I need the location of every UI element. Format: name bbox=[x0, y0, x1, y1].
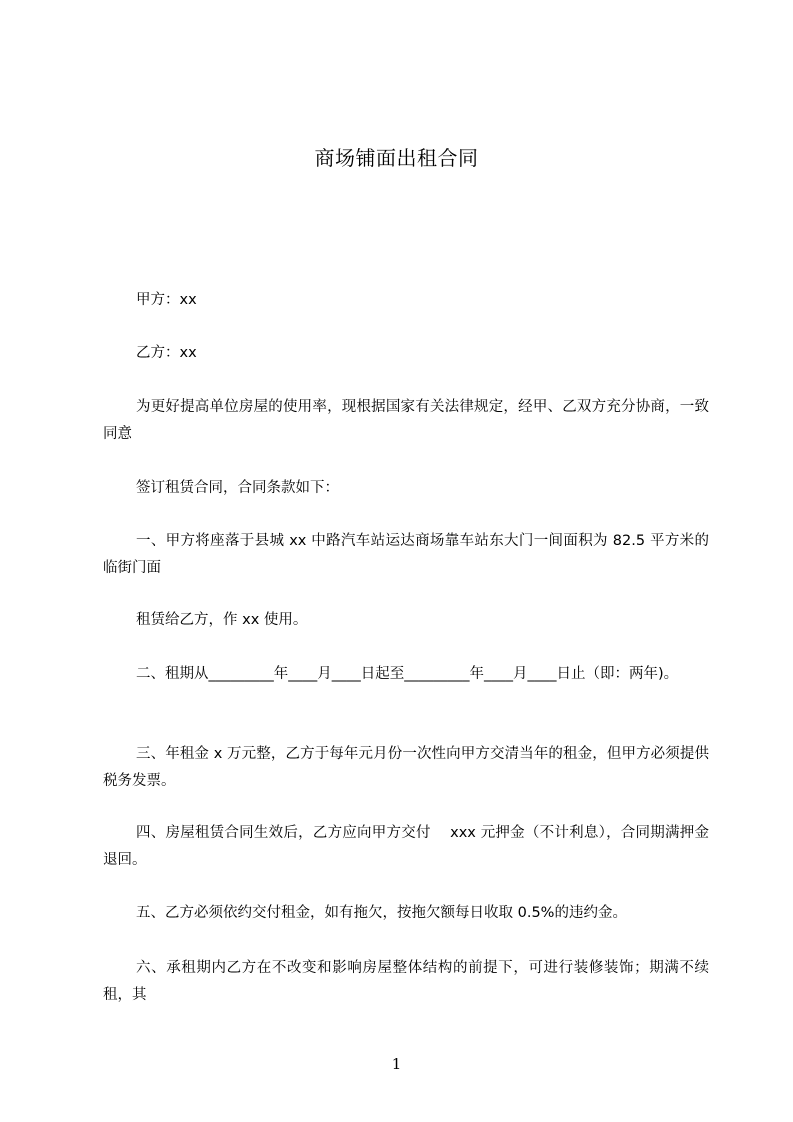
contract-intro-paragraph: 签订租赁合同，合同条款如下： bbox=[136, 480, 339, 496]
clause-1-continuation-paragraph: 租赁给乙方，作 xx 使用。 bbox=[136, 612, 308, 628]
clause-3-paragraph: 三、年租金 x 万元整，乙方于每年元月份一次性向甲方交清当年的租金，但甲方必须提供税务发票。 bbox=[103, 746, 709, 789]
clause-4-paragraph: 四、房屋租赁合同生效后，乙方应向甲方交付 xxx 元押金（不计利息），合同期满押金退回。 bbox=[103, 825, 709, 868]
clause-2-paragraph: 二、租期从_________年____月____日起至_________年____月____日止（即：两年)。 bbox=[136, 666, 679, 682]
party-b-paragraph: 乙方：xx bbox=[136, 345, 197, 361]
document-title: 商场铺面出租合同 bbox=[314, 146, 479, 170]
page-number: 1 bbox=[391, 1055, 402, 1073]
clause-1-paragraph: 一、甲方将座落于县城 xx 中路汽车站运达商场靠车站东大门一间面积为 82.5 平方米的临街门面 bbox=[103, 533, 709, 576]
clause-5-paragraph: 五、乙方必须依约交付租金，如有拖欠，按拖欠额每日收取 0.5%的违约金。 bbox=[136, 905, 627, 921]
party-a-paragraph: 甲方：xx bbox=[136, 292, 197, 308]
clause-6-paragraph: 六、承租期内乙方在不改变和影响房屋整体结构的前提下，可进行装修装饰；期满不续租，其 bbox=[103, 960, 709, 1003]
preamble-paragraph: 为更好提高单位房屋的使用率，现根据国家有关法律规定，经甲、乙双方充分协商，一致同意 bbox=[103, 399, 709, 442]
